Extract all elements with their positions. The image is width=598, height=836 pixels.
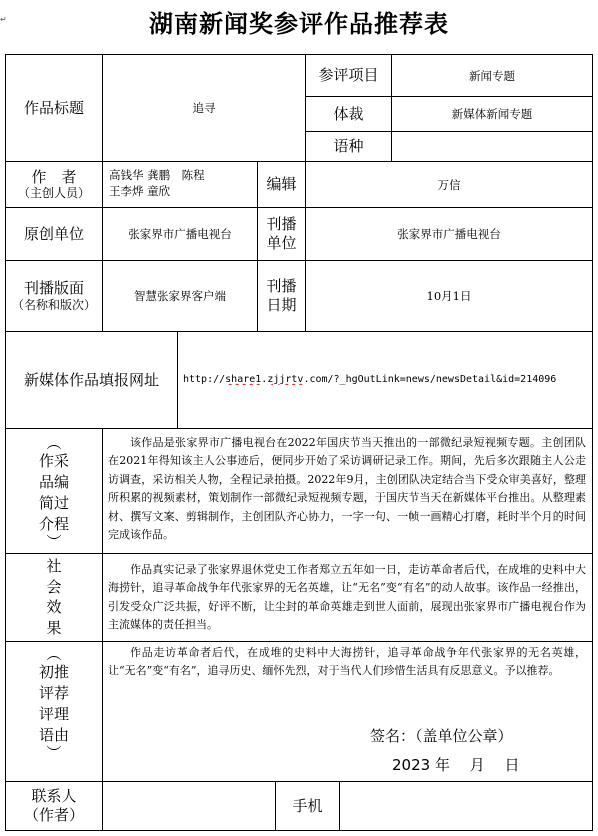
genre-value: 新媒体新闻专题 bbox=[451, 107, 533, 121]
language-value bbox=[392, 132, 592, 161]
publish-unit-label: 刊播单位 bbox=[266, 215, 297, 252]
social-effect-label: 社 会 效 果 bbox=[46, 557, 62, 637]
mobile-label: 手机 bbox=[292, 796, 323, 815]
author-label-sub: （主创人员） bbox=[17, 186, 90, 201]
publish-unit-value: 张家界市广播电视台 bbox=[397, 227, 501, 241]
collection-process-text: 该作品是张家界市广播电视台在2022年国庆节当天推出的一部微纪录短视频专题。主创团队在2021年得知该主人公事迹后，便同步开始了采访调研记录工作。期间，先后多次跟随主人公走访调查，采访相关人物，全程记录拍摄。2022年9月，主创团队决定结合当下受众审美喜好，整理所积累的视频素材，策划制作一部微纪录短视频专题，于国庆节当天在新媒体平台推出。从整理素材、撰写文案、剪辑制作，主创团队齐心协力，一字一句、一帧一画精心打磨，耗时半个月的时间完成该作品。 bbox=[108, 436, 586, 542]
edition-value: 智慧张家界客户端 bbox=[134, 289, 226, 303]
author-label bbox=[6, 162, 102, 207]
edition-label-main: 刊播版面 bbox=[23, 279, 84, 298]
original-unit-value: 张家界市广播电视台 bbox=[128, 227, 232, 241]
authors-line-2: 王李烨 童欣 bbox=[109, 184, 171, 198]
authors-line-1: 高钱华 龚鹏 陈程 bbox=[109, 168, 205, 182]
editor-label: 编辑 bbox=[266, 175, 297, 194]
social-effect-text: 作品真实记录了张家界退休党史工作者郑立五年如一日，走访革命者后代，在成堆的史料中大海捞针，追寻革命战争年代张家界的无名英雄，让“无名”变“有名”的动人故事。该作品一经推出，引发受众广泛共振，好评不断，让尘封的革命英雄走到世人面前，展现出张家界市广播电视台作为主流媒体的责任担当。 bbox=[108, 563, 586, 632]
url-dot: . bbox=[261, 374, 268, 385]
authors-value bbox=[109, 167, 257, 199]
contact-label-main: 联系人 bbox=[31, 787, 77, 806]
sign-date: 2023 年 月 日 bbox=[392, 756, 520, 774]
work-title-value: 追寻 bbox=[192, 101, 216, 115]
url-prefix: http:// bbox=[183, 374, 226, 385]
paragraph-mark: ↵ bbox=[0, 15, 7, 24]
genre-label: 体裁 bbox=[333, 104, 364, 123]
author-label-main: 作 者 bbox=[31, 167, 77, 186]
category-value: 新闻专题 bbox=[469, 68, 515, 83]
edition-label-sub: （名称和版次） bbox=[11, 297, 96, 312]
contact-value[interactable] bbox=[103, 782, 275, 830]
publish-date-label: 刊播日期 bbox=[266, 277, 297, 314]
mobile-value[interactable] bbox=[340, 782, 592, 830]
work-title-label: 作品标题 bbox=[23, 98, 84, 117]
category-label: 参评项目 bbox=[318, 66, 379, 85]
original-unit-label: 原创单位 bbox=[23, 224, 84, 243]
url-part-2: zjjrtv bbox=[267, 374, 304, 385]
recommendation-label: ︵ 初推 评荐 评理 语由 ︶ bbox=[38, 645, 69, 762]
url-label: 新媒体作品填报网址 bbox=[23, 370, 159, 389]
collection-process-label: ︵ 作采 品编 简过 介程 ︶ bbox=[38, 434, 69, 551]
recommendation-text: 作品走访革命者后代，在成堆的史料中大海捞针，追寻革命战争年代张家界的无名英雄，让“无名”变“有名”，追寻历史、缅怀先烈，对于当代人们珍惜生活具有反思意义。予以推荐。 bbox=[108, 646, 586, 678]
url-part-1: share1 bbox=[225, 374, 262, 385]
url-value[interactable] bbox=[183, 374, 592, 385]
signature-line: 签名：（盖单位公章） bbox=[370, 727, 513, 745]
language-label: 语种 bbox=[333, 137, 364, 156]
page-title: 湖南新闻奖参评作品推荐表 bbox=[149, 9, 449, 38]
contact-label-sub: （作者） bbox=[23, 806, 84, 824]
contact-label bbox=[6, 782, 102, 830]
editor-value: 万信 bbox=[437, 177, 461, 192]
publish-date-value: 10月1日 bbox=[426, 289, 472, 303]
edition-label bbox=[6, 261, 102, 331]
url-rest: .com/?_hgOutLink=news/newsDetail&id=214096 bbox=[303, 374, 557, 385]
